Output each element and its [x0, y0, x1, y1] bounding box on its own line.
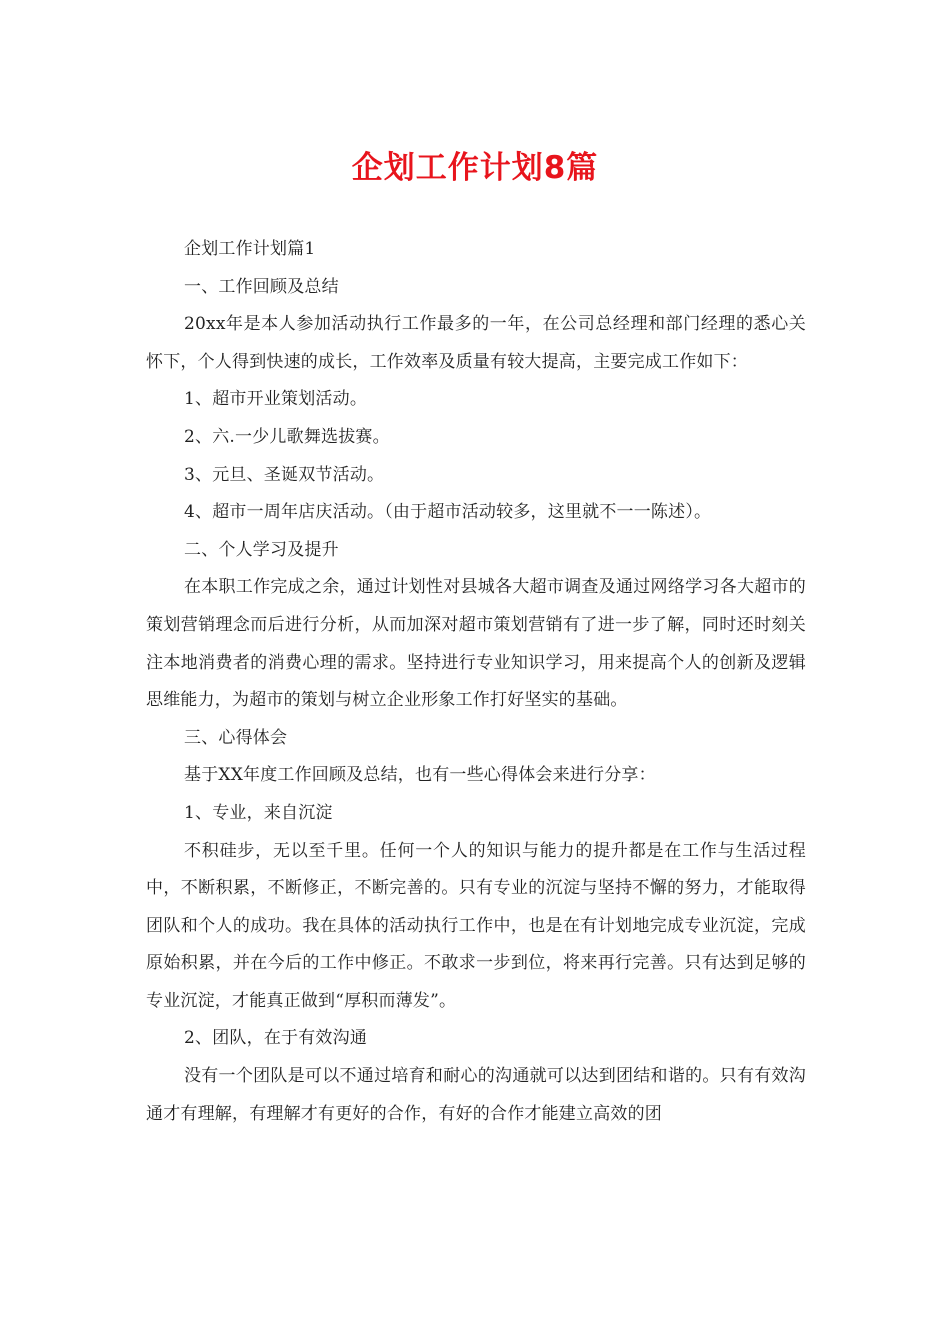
- list-item: 3、元旦、圣诞双节活动。: [184, 464, 385, 485]
- list-item: 1、超市开业策划活动。: [184, 389, 368, 410]
- document-title: 企划工作计划8篇: [351, 150, 599, 186]
- list-item: 2、六.一少儿歌舞选拔赛。: [184, 426, 390, 447]
- body-paragraph: 不积硅步，无以至千里。任何一个人的知识与能力的提升都是在工作与生活过程中，不断积累，不断修正，不断完善的。只有专业的沉淀与坚持不懈的努力，才能取得团队和个人的成功。我在具体的活动执行工作中，也是在有计划地完成专业沉淀，完成原始积累，并在今后的工作中修正。不敢求一步到位，将来再行完善。只有达到足够的专业沉淀，才能真正做到“厚积而薄发”。: [146, 840, 806, 1011]
- section-heading: 企划工作计划篇1: [184, 239, 316, 259]
- document-body: [146, 231, 806, 1133]
- section-heading: 二、个人学习及提升: [184, 539, 339, 560]
- body-paragraph: 在本职工作完成之余，通过计划性对县城各大超市调查及通过网络学习各大超市的策划营销理念而后进行分析，从而加深对超市策划营销有了进一步了解，同时还时刻关注本地消费者的消费心理的需求。坚持进行专业知识学习，用来提高个人的创新及逻辑思维能力，为超市的策划与树立企业形象工作打好坚实的基础。: [146, 577, 806, 711]
- body-paragraph: 没有一个团队是可以不通过培育和耐心的沟通就可以达到团结和谐的。只有有效沟通才有理解，有理解才有更好的合作，有好的合作才能建立高效的团: [146, 1066, 806, 1124]
- body-paragraph: 20xx年是本人参加活动执行工作最多的一年，在公司总经理和部门经理的悉心关怀下，个人得到快速的成长，工作效率及质量有较大提高，主要完成工作如下：: [146, 314, 806, 372]
- section-heading: 三、心得体会: [184, 727, 288, 748]
- subsection-heading: 2、团队，在于有效沟通: [184, 1028, 368, 1049]
- subsection-heading: 1、专业，来自沉淀: [184, 802, 333, 823]
- list-item: 4、超市一周年店庆活动。（由于超市活动较多，这里就不一一陈述）。: [184, 502, 712, 523]
- section-heading: 一、工作回顾及总结: [184, 276, 339, 297]
- body-paragraph: 基于XX年度工作回顾及总结，也有一些心得体会来进行分享：: [184, 765, 656, 786]
